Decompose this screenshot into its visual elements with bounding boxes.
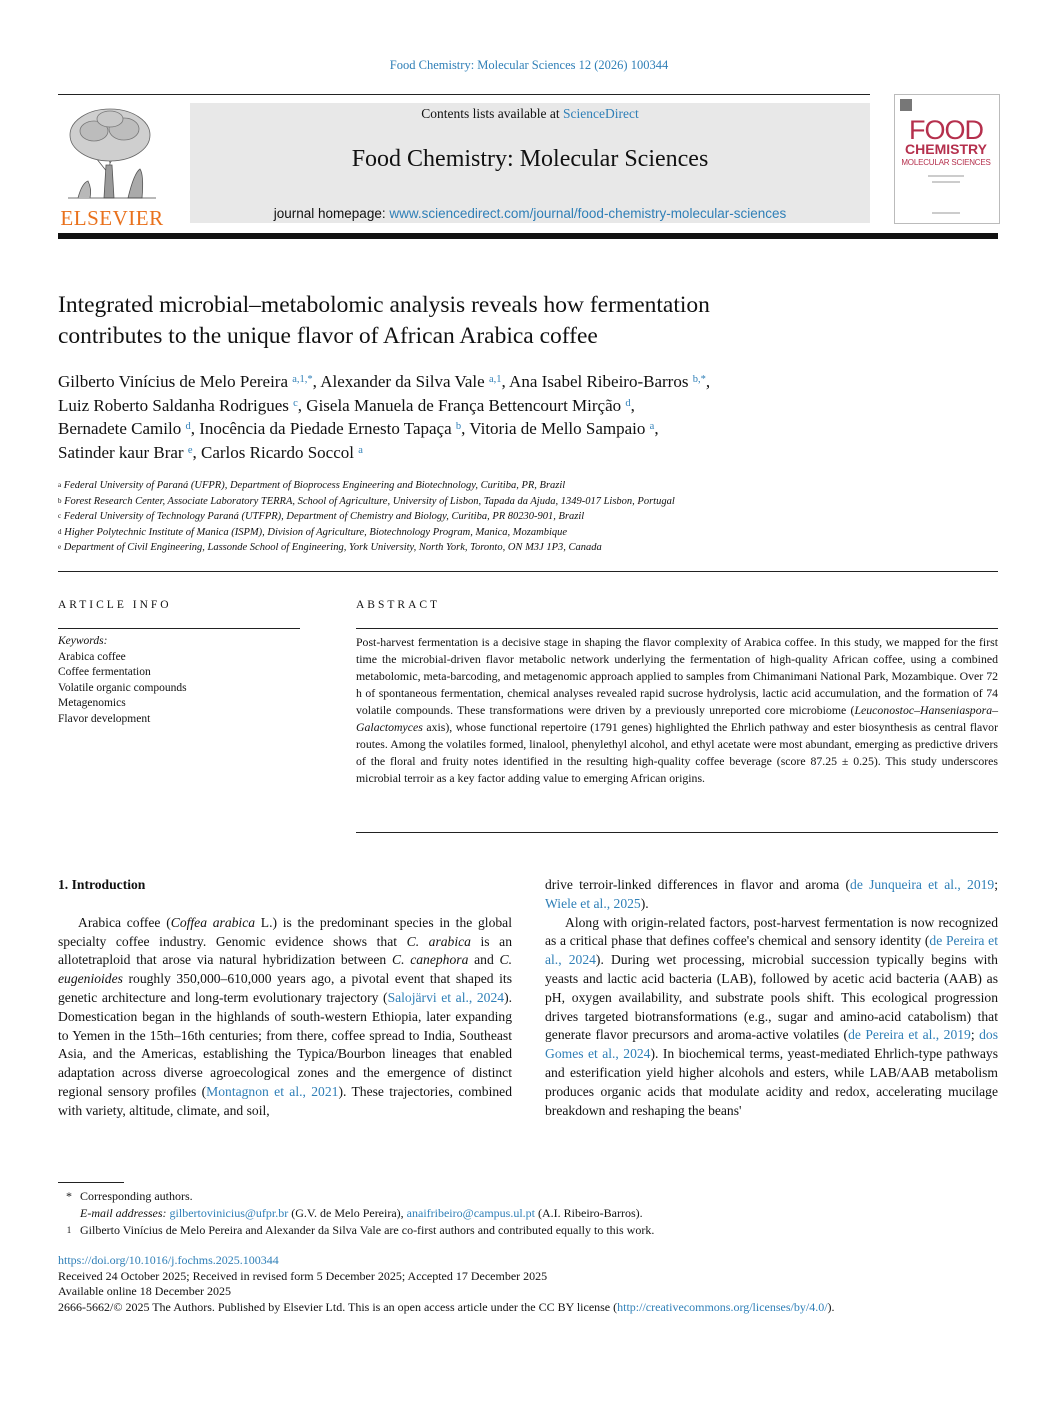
- cover-title-molecular: MOLECULAR SCIENCES: [901, 158, 991, 167]
- author-affil-mark[interactable]: a: [358, 444, 363, 456]
- italic-term: C. canephora: [392, 952, 469, 968]
- paragraph: [58, 914, 512, 1121]
- author-affil-mark[interactable]: b,*: [692, 374, 706, 385]
- affiliation-text: Department of Civil Engineering, Lassonde School of Engineering, York University, North York, Toronto, ON M3J 1P3, Canada: [63, 542, 602, 553]
- citation-link[interactable]: de Pereira et al., 2019: [848, 1027, 971, 1043]
- article-info-heading: ARTICLE INFO: [58, 599, 172, 611]
- affiliation: [58, 509, 998, 525]
- footnote: [58, 1188, 998, 1205]
- license-text: 2666-5662/© 2025 The Authors. Published by Elsevier Ltd. This is an open access article under the CC BY license (: [58, 1299, 618, 1314]
- section-heading: 1. Introduction: [58, 877, 146, 892]
- footnote-mark: 1: [66, 1225, 72, 1235]
- author-name[interactable]: Luiz Roberto Saldanha Rodrigues: [58, 395, 289, 415]
- author-affil-mark[interactable]: a,1: [488, 374, 502, 385]
- author-separator: ,: [654, 419, 659, 438]
- homepage-link[interactable]: www.sciencedirect.com/journal/food-chemistry-molecular-sciences: [389, 206, 787, 221]
- footnote: [58, 1205, 998, 1222]
- author-affil-mark[interactable]: d: [185, 421, 191, 432]
- affiliation: [58, 494, 998, 510]
- footnote-text: Corresponding authors.: [80, 1189, 193, 1203]
- abstract-heading: ABSTRACT: [356, 599, 441, 611]
- cover-elsevier-icon: [900, 99, 912, 111]
- citation-link[interactable]: de Pereira et al., 2024: [545, 933, 998, 968]
- email-owner: (G.V. de Melo Pereira),: [288, 1206, 407, 1220]
- keywords-label: Keywords:: [58, 635, 108, 647]
- footnote-mark: *: [66, 1189, 72, 1203]
- author-name[interactable]: Gisela Manuela de França Bettencourt Mirção: [306, 395, 622, 415]
- affiliation-text: Forest Research Center, Associate Laboratory TERRA, School of Agriculture, University of Lisbon, Tapada da Ajuda, 1349-017 Lisbon, Portugal: [64, 495, 675, 507]
- affiliation-text: Federal University of Technology Paraná (UTFPR), Department of Chemistry and Biology, Curitiba, PR 80230-901, Brazil: [63, 511, 585, 522]
- license-link[interactable]: http://creativecommons.org/licenses/by/4.0/: [617, 1299, 828, 1314]
- text-run: ). Domestication began in the highlands of south-western Ethiopia, later expanding to Yemen in the 15th–16th centuries; from there, coffee spread to India, Southeast Asia, and the Americas, establishing the Typica/Bourbon lineages that enabled adaptation across diverse agroecological zones and the emergence of distinct regional sensory profiles (: [58, 989, 512, 1099]
- article-info-rule: [58, 628, 300, 629]
- author-affil-mark[interactable]: a: [649, 421, 655, 432]
- available-online: Available online 18 December 2025: [58, 1284, 232, 1298]
- text-run: ). During wet processing, microbial succession typically begins with yeasts and lactic acid bacteria (LAB), followed by acetic acid bacteria (AAB) as pH, oxygen availability, and substrate pools shift. This ecological progression drives targeted biotransformations (e.g., sugar and amino-acid catabolism) that generate flavor precursors and aroma-active volatiles (: [545, 952, 998, 1043]
- doi-link[interactable]: https://doi.org/10.1016/j.fochms.2025.100344: [58, 1253, 279, 1267]
- affiliation: [58, 540, 998, 556]
- abstract-rule: [356, 628, 998, 629]
- author-affil-mark[interactable]: c: [293, 397, 298, 409]
- citation-link[interactable]: dos Gomes et al., 2024: [545, 1027, 998, 1062]
- author-separator: ,: [501, 372, 510, 391]
- text-run: ).: [640, 895, 649, 911]
- affiliation-key: e: [58, 543, 62, 551]
- journal-title: Food Chemistry: Molecular Sciences: [351, 146, 709, 172]
- citation-link[interactable]: de Junqueira et al., 2019: [850, 877, 995, 892]
- contents-prefix: Contents lists available at: [421, 106, 563, 121]
- abstract-text: [356, 634, 998, 787]
- author-name[interactable]: Bernadete Camilo: [58, 419, 182, 438]
- contents-line: [190, 106, 870, 122]
- affiliation-key: b: [58, 496, 62, 505]
- license-text: ).: [827, 1299, 835, 1314]
- keyword: Flavor development: [58, 712, 151, 725]
- abstract-italic: Leuconostoc–Hanseniaspora–Galactomyces: [356, 703, 998, 734]
- abstract-bottom-rule: [356, 832, 998, 833]
- email-label: E-mail addresses:: [80, 1206, 167, 1220]
- author-name[interactable]: Carlos Ricardo Soccol: [201, 442, 354, 462]
- text-run: ). In biochemical terms, yeast-mediated Ehrlich-type pathways and esterification yield higher alcohols and esters, while LAB/AAB metabolism produces organic acids that modulate acidity and redox, accelerating mucilage breakdown and reshaping the beans': [545, 1046, 999, 1118]
- affiliation: [58, 478, 998, 494]
- footnote-rule: [58, 1182, 124, 1183]
- affiliation-key: c: [58, 512, 62, 520]
- text-run: and: [468, 952, 500, 968]
- footnotes: [58, 1188, 998, 1239]
- paragraph: [545, 876, 998, 914]
- footnote-text: Gilberto Vinícius de Melo Pereira and Alexander da Silva Vale are co-first authors and contributed equally to this work.: [80, 1223, 655, 1237]
- text-run: ;: [970, 1027, 980, 1043]
- keywords-block: [58, 634, 187, 727]
- header-rule: [58, 94, 870, 95]
- affiliation-key: d: [58, 527, 62, 536]
- text-run: ;: [994, 877, 998, 892]
- affiliations: [58, 478, 998, 556]
- author-name[interactable]: Alexander da Silva Vale: [320, 372, 485, 391]
- author-separator: ,: [297, 395, 307, 415]
- affiliation-text: Higher Polytechnic Institute of Manica (ISPM), Division of Agriculture, Biotechnology Program, Manica, Mozambique: [64, 526, 568, 538]
- italic-term: C. arabica: [406, 933, 471, 949]
- author-line: [58, 417, 998, 441]
- cover-title-chemistry: CHEMISTRY: [905, 141, 987, 157]
- publication-info: [58, 1253, 1018, 1315]
- keyword: Volatile organic compounds: [58, 681, 187, 694]
- journal-reference[interactable]: Food Chemistry: Molecular Sciences 12 (2026) 100344: [389, 58, 669, 72]
- author-list: [58, 370, 998, 464]
- keyword: Metagenomics: [58, 697, 126, 709]
- received-dates: Received 24 October 2025; Received in revised form 5 December 2025; Accepted 17 December 2025: [58, 1268, 548, 1283]
- citation-link[interactable]: Salojärvi et al., 2024: [387, 989, 505, 1005]
- section-rule: [58, 571, 998, 572]
- affiliation: [58, 525, 998, 541]
- cover-divider: [928, 175, 964, 177]
- cover-divider: [932, 212, 960, 214]
- text-run: roughly 350,000–610,000 years ago, a pivotal event that shaped its genetic architecture and long-term evolutionary trajectory (: [58, 971, 512, 1005]
- author-affil-mark[interactable]: b: [455, 421, 462, 432]
- author-separator: ,: [192, 442, 201, 462]
- title-line: contributes to the unique flavor of African Arabica coffee: [58, 323, 598, 349]
- footnote: [58, 1222, 998, 1239]
- article-title: [58, 290, 958, 352]
- author-affil-mark[interactable]: a,1,*: [292, 374, 313, 385]
- email-owner: (A.I. Ribeiro-Barros).: [535, 1206, 643, 1220]
- italic-term: C. eugenioides: [58, 952, 512, 987]
- text-run: ). These trajectories, combined with variety, altitude, climate, and soil,: [58, 1083, 512, 1118]
- author-affil-mark[interactable]: d: [625, 397, 631, 409]
- author-line: [58, 370, 998, 394]
- sciencedirect-link[interactable]: ScienceDirect: [563, 106, 639, 121]
- author-separator: ,: [705, 372, 711, 391]
- paragraph: [545, 914, 998, 1121]
- license-line: [58, 1300, 1018, 1316]
- text-run: Along with origin-related factors, post-harvest fermentation is now recognized as a critical phase that defines coffee's chemical and sensory identity (: [545, 914, 998, 949]
- author-name[interactable]: Satinder kaur Brar: [58, 442, 184, 462]
- author-name[interactable]: Gilberto Vinícius de Melo Pereira: [58, 372, 288, 391]
- author-name[interactable]: Vitoria de Mello Sampaio: [469, 419, 646, 438]
- abstract-span: Post-harvest fermentation is a decisive stage in shaping the flavor complexity of Arabica coffee. In this study, we mapped for the first time the microbial-driven flavor metabolic network underlying the fermentation of high-quality African coffee, using a combined metabolomic, meta-barcoding, and metagenomic approach applied to samples from Chimanimani National Park, Mozambique. Over 72 h of spontaneous fermentation, chemical analyses revealed rapid sucrose hydrolysis, lactic acid accumulation, and the formation of 74 volatile compounds. These transformations were driven by a previously unreported core microbiome (: [356, 635, 998, 717]
- abstract-span: axis), whose functional repertoire (1791 genes) highlighted the Ehrlich pathway and ester biosynthesis as central flavor routes. Among the volatiles formed, linalool, phenylethyl alcohol, and ethyl acetate were most abundant, emerging as predictive drivers of the floral and fruity notes identified in the resulting high-quality coffee beverage (score 87.25 ± 0.25). This study underscores microbial terroir as a key factor adding value to emerging African origins.: [356, 720, 998, 785]
- italic-term: Coffea arabica: [170, 914, 256, 930]
- text-run: drive terroir-linked differences in flavor and aroma (: [545, 877, 851, 892]
- citation-link[interactable]: Wiele et al., 2025: [545, 895, 641, 911]
- author-name[interactable]: Inocência da Piedade Ernesto Tapaça: [199, 419, 452, 438]
- keyword: Arabica coffee: [58, 650, 126, 663]
- text-run: L.) is the predominant species in the global specialty coffee industry. Genomic evidence shows that: [58, 914, 512, 949]
- author-separator: ,: [312, 372, 321, 391]
- cover-divider: [932, 181, 960, 183]
- author-affil-mark[interactable]: e: [187, 444, 193, 456]
- author-separator: ,: [190, 419, 200, 438]
- author-name[interactable]: Ana Isabel Ribeiro-Barros: [509, 372, 689, 391]
- body-column-right: [545, 876, 998, 1120]
- keyword: Coffee fermentation: [58, 666, 151, 678]
- header-thick-rule: [58, 233, 998, 239]
- affiliation-text: Federal University of Paraná (UFPR), Department of Bioprocess Engineering and Biotechnology, Curitiba, PR, Brazil: [63, 480, 566, 491]
- text-run: Arabica coffee (: [78, 914, 171, 930]
- title-line: Integrated microbial–metabolomic analysis reveals how fermentation: [58, 292, 710, 318]
- affiliation-key: a: [58, 481, 62, 489]
- author-separator: ,: [461, 419, 470, 438]
- author-line: [58, 394, 998, 418]
- citation-link[interactable]: Montagnon et al., 2021: [206, 1083, 339, 1099]
- author-separator: ,: [630, 395, 635, 415]
- email-link[interactable]: anaifribeiro@campus.ul.pt: [406, 1206, 536, 1220]
- journal-homepage: [190, 206, 870, 221]
- homepage-label: journal homepage:: [273, 206, 390, 221]
- text-run: is an allotetraploid that arose via natural hybridization between: [58, 933, 512, 968]
- email-link[interactable]: gilbertovinicius@ufpr.br: [169, 1206, 289, 1220]
- publisher-wordmark[interactable]: ELSEVIER: [60, 206, 164, 230]
- author-line: [58, 441, 998, 465]
- body-column-left: [58, 876, 512, 1121]
- cover-title-food: FOOD: [909, 115, 983, 145]
